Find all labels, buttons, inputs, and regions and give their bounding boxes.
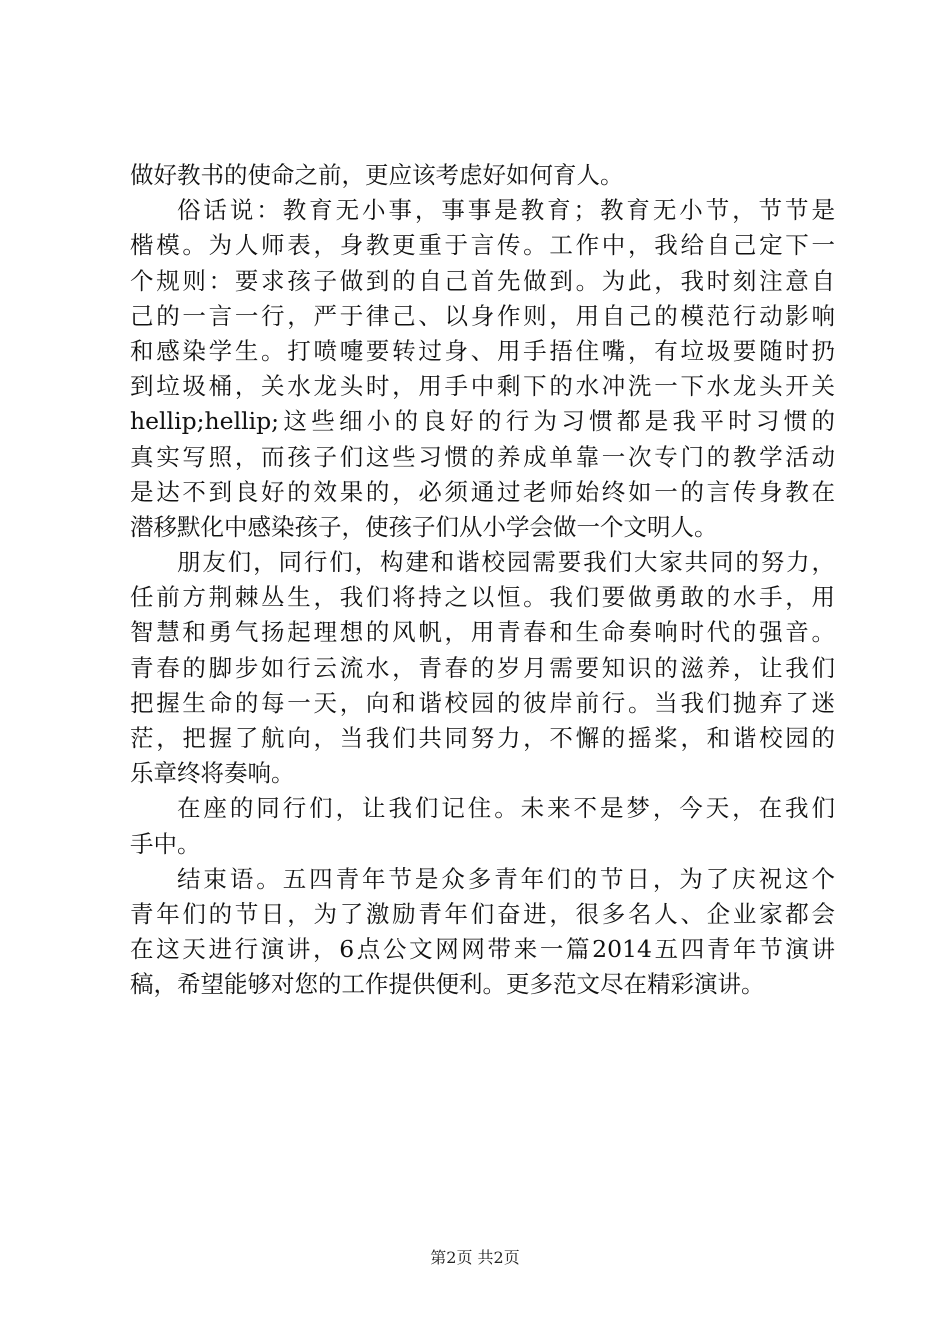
text-line: 茫，把握了航向，当我们共同努力，不懈的摇桨，和谐校园的 xyxy=(130,724,835,752)
text-line: 和感染学生。打喷嚏要转过身、用手捂住嘴，有垃圾要随时扔 xyxy=(130,336,835,365)
text-line: 是达不到良好的效果的，必须通过老师始终如一的言传身教在 xyxy=(130,477,835,506)
text-line: 智慧和勇气扬起理想的风帆，用青春和生命奏响时代的强音。 xyxy=(130,618,835,647)
text-line: 把握生命的每一天，向和谐校园的彼岸前行。当我们抛弃了迷 xyxy=(130,688,835,717)
text-line: 在这天进行演讲，6点公文网网带来一篇2014五四青年节演讲 xyxy=(130,935,835,964)
paragraph xyxy=(130,158,835,193)
text-line: hellip;hellip;这些细小的良好的行为习惯都是我平时习惯的 xyxy=(130,407,835,436)
text-line: 朋友们，同行们，构建和谐校园需要我们大家共同的努力， xyxy=(177,548,835,577)
text-line: 青年们的节日，为了激励青年们奋进，很多名人、企业家都会 xyxy=(130,899,835,928)
text-line: 潜移默化中感染孩子，使孩子们从小学会做一个文明人。 xyxy=(130,512,718,541)
text-line: 做好教书的使命之前，更应该考虑好如何育人。 xyxy=(130,161,624,189)
text-line: 手中。 xyxy=(130,829,201,858)
document-body xyxy=(130,158,835,1003)
text-line: 青春的脚步如行云流水，青春的岁月需要知识的滋养，让我们 xyxy=(130,653,835,682)
text-line: 在座的同行们，让我们记住。未来不是梦，今天，在我们 xyxy=(177,794,835,823)
text-line: 到垃圾桶，关水龙头时，用手中剩下的水冲洗一下水龙头开关 xyxy=(130,372,835,401)
paragraph xyxy=(130,545,835,791)
text-line: 稿，希望能够对您的工作提供便利。更多范文尽在精彩演讲。 xyxy=(130,970,765,999)
paragraph xyxy=(130,193,835,545)
page-number-footer: 第2页 共2页 xyxy=(430,1248,520,1267)
text-line: 结束语。五四青年节是众多青年们的节日，为了庆祝这个 xyxy=(177,864,835,893)
text-line: 己的一言一行，严于律己、以身作则，用自己的模范行动影响 xyxy=(130,301,835,330)
text-line: 真实写照，而孩子们这些习惯的养成单靠一次专门的教学活动 xyxy=(130,442,835,471)
text-line: 俗话说：教育无小事，事事是教育；教育无小节，节节是 xyxy=(177,196,835,225)
paragraph xyxy=(130,791,835,861)
text-line: 任前方荆棘丛生，我们将持之以恒。我们要做勇敢的水手，用 xyxy=(130,583,835,612)
text-line: 楷模。为人师表，身教更重于言传。工作中，我给自己定下一 xyxy=(130,231,835,260)
paragraph xyxy=(130,862,835,1003)
text-line: 乐章终将奏响。 xyxy=(130,759,295,788)
text-line: 个规则：要求孩子做到的自己首先做到。为此，我时刻注意自 xyxy=(130,266,835,295)
